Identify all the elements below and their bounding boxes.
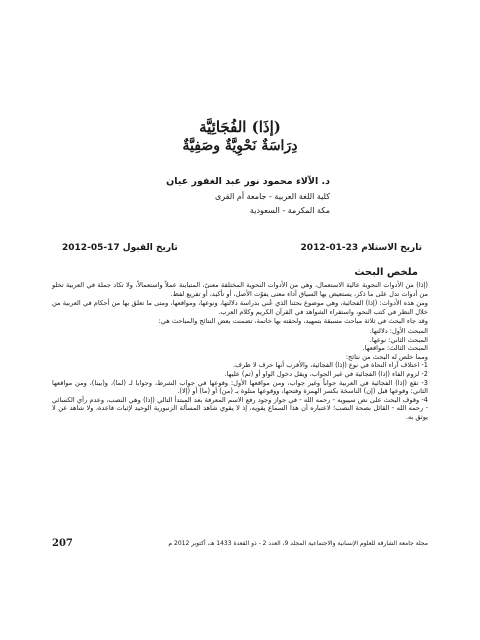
abstract-body: [52, 281, 428, 422]
paragraph: وقد جاء البحث في ثلاثة مباحث مسبقة بتمهيد، ولحقته بها خاتمة، تضمنت بعض النتائج والمباحث هي:: [158, 317, 428, 326]
section-item: المبحث الثالث: مواقعها.: [362, 344, 428, 353]
page-number: 207: [52, 538, 73, 549]
journal-citation: مجلة جامعة الشارقة للعلوم الإنسانية والاجتماعية المجلد 9، العدد 2 - ذو القعدة 1433 هـ، أكتوبر 2012 م: [168, 540, 428, 547]
result-item: 2- لزوم الفاء (إذا) الفجائية في غير الجواب، ويقل دخول الواو أو (ثم) عليها.: [224, 369, 428, 378]
page-footer: [52, 538, 428, 552]
author-location: مكة المكرمة - السعودية: [249, 206, 330, 215]
paragraph: ومن هذه الأدوات: (إذا) الفجائية، وهي موضوع بحثنا الذي عُني بدراسة دلالتها، ونوعها، ومواقعها، ومتى ما تعلق بها من أحكام في العربية من خلال النظر في كتب النحو، واستقراء الشواهد في القرآن الكريم وكلام العرب.: [52, 299, 428, 316]
section-item: المبحث الأول: دلالتها.: [369, 326, 428, 335]
paragraph: (إذا) من الأدوات النحوية عالية الاستعمال، وهي من الأدوات النحوية المختلفة معنىً، المتباينة عملاً واستعمالاً، ولا تكاد جملة في العربية تخلو من أدوات تدل على ما ذكر، يستعيض بها السياق أداء معنى يفوّت الأصل، أو تأكيد، أو تفريع لفظ.: [52, 281, 428, 298]
results-intro: ومما خلص له البحث من نتائج:: [345, 352, 428, 361]
title-main: (إذَا) الفُجَائِيَّة: [199, 118, 281, 136]
accepted-date: تاريخ القبول 17-05-2012: [62, 243, 178, 253]
result-item: 4- وقوف البحث على نص سيبويه - رحمه الله - في جواز وجود رفع الاسم المعرفة بعد المبتدأ التالي (إذا) وهي النصب، وعدم رأي الكسائي - رحمه الله - القائل بصحة النصب؛ لاعتباره أن هذا السماع يقويه، إذ لا يقوي شاهد المسألة الزنبورية الوحيد لإثبات قاعدة، ولا شاهد عن لا يوثق به.: [52, 395, 428, 421]
result-item: 1- اختلاف آراء النحاة في نوع (إذا) الفجائية، والأقرب أنها حرف لا ظرف.: [232, 361, 428, 370]
section-item: المبحث الثاني: نوعها.: [369, 335, 428, 344]
paper-title: [0, 118, 480, 155]
dates-row: [62, 243, 422, 259]
result-item: 3- تقع (إذا) الفجائية في العربية جواباً وغير جواب، ومن مواقعها الأول: وقوعها في جواب الشرط، وجوابا لـ (لما)، و(بينا)، ومن مواقعها الثاني: وقوعها قبل (إن) الناسخة بكسر الهمزة وفتحها، ووقوعها متلوة بـ (من) أو (ما) أو (إلا).: [52, 378, 428, 396]
abstract-heading: ملخص البحث: [354, 267, 418, 278]
received-date: تاريخ الاستلام 23-01-2012: [300, 243, 422, 253]
author-affiliation: كلية اللغة العربية - جامعة أم القرى: [215, 192, 330, 201]
title-subtitle: دِرَاسَةٌ نَحْوِيَّةٌ وصَفِيَّةٌ: [182, 138, 298, 154]
author-name: د. الآلاء محمود نور عبد الغفور عيان: [166, 176, 330, 187]
